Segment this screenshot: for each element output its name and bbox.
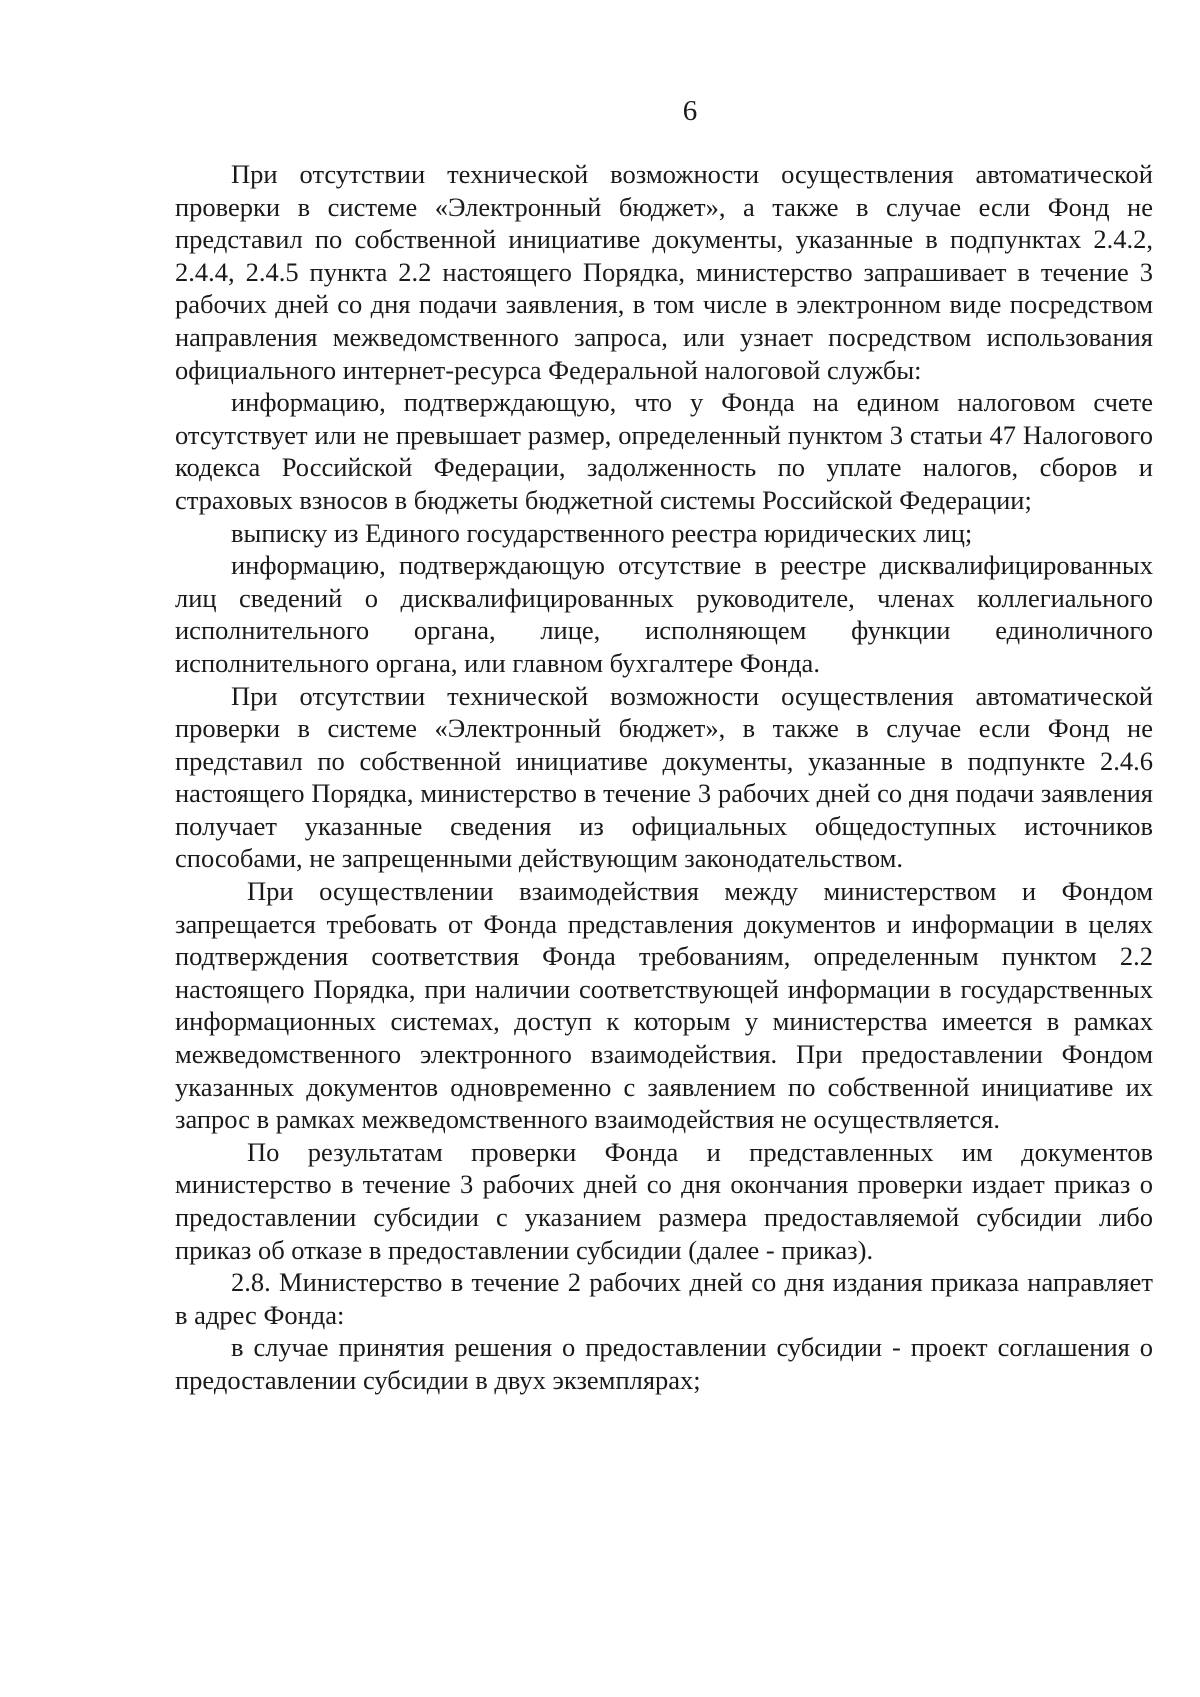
paragraph-interagency-interaction: При осуществлении взаимодействия между министерством и Фондом запрещается требовать от Фонда представления документов и информации в целях подтверждения соответствия Фонда требованиям, определенным пунктом 2.2 настоящего Порядка, при наличии соответствующей информации в государственных информационных системах, доступ к которым у министерства имеется в рамках межведомственного электронного взаимодействия. При предоставлении Фондом указанных документов одновременно с заявлением по собственной инициативе их запрос в рамках межведомственного взаимодействия не осуществляется.	[175, 876, 1153, 1135]
paragraph-draft-agreement: в случае принятия решения о предоставлении субсидии - проект соглашения о предоставлении субсидии в двух экземплярах;	[175, 1332, 1153, 1395]
paragraph-egrul-extract: выписку из Единого государственного реестра юридических лиц;	[231, 517, 973, 548]
paragraph-public-sources-check: При отсутствии технической возможности осуществления автоматической проверки в системе «Электронный бюджет», в также в случае если Фонд не представил по собственной инициативе документы, указанные в подпункте 2.4.6 настоящего Порядка, министерство в течение 3 рабочих дней со дня подачи заявления получает указанные сведения из официальных общедоступных источников способами, не запрещенными действующим законодательством.	[175, 680, 1153, 874]
paragraph-disqualified-persons: информацию, подтверждающую отсутствие в реестре дисквалифицированных лиц сведений о дисквалифицированных руководителе, членах коллегиального исполнительного органа, лице, исполняющем функции единоличного исполнительного органа, или главном бухгалтере Фонда.	[175, 550, 1153, 678]
paragraph-clause-2-8: 2.8. Министерство в течение 2 рабочих дней со дня издания приказа направляет в адрес Фонда:	[175, 1267, 1153, 1330]
paragraph-tax-debt-info: информацию, подтверждающую, что у Фонда на едином налоговом счете отсутствует или не превышает размер, определенный пунктом 3 статьи 47 Налогового кодекса Российской Федерации, задолженность по уплате налогов, сборов и страховых взносов в бюджеты бюджетной системы Российской Федерации;	[175, 387, 1153, 515]
paragraph-check-results-order: По результатам проверки Фонда и представленных им документов министерство в течение 3 рабочих дней со дня окончания проверки издает приказ о предоставлении субсидии с указанием размера предоставляемой субсидии либо приказ об отказе в предоставлении субсидии (далее - приказ).	[175, 1136, 1153, 1265]
document-body	[175, 158, 1153, 1397]
page-number: 6	[682, 95, 698, 127]
paragraph-automatic-check-request: При отсутствии технической возможности осуществления автоматической проверки в системе «Электронный бюджет», а также в случае если Фонд не представил по собственной инициативе документы, указанные в подпунктах 2.4.2, 2.4.4, 2.4.5 пункта 2.2 настоящего Порядка, министерство запрашивает в течение 3 рабочих дней со дня подачи заявления, в том числе в электронном виде посредством направления межведомственного запроса, или узнает посредством использования официального интернет-ресурса Федеральной налоговой службы:	[175, 159, 1153, 385]
